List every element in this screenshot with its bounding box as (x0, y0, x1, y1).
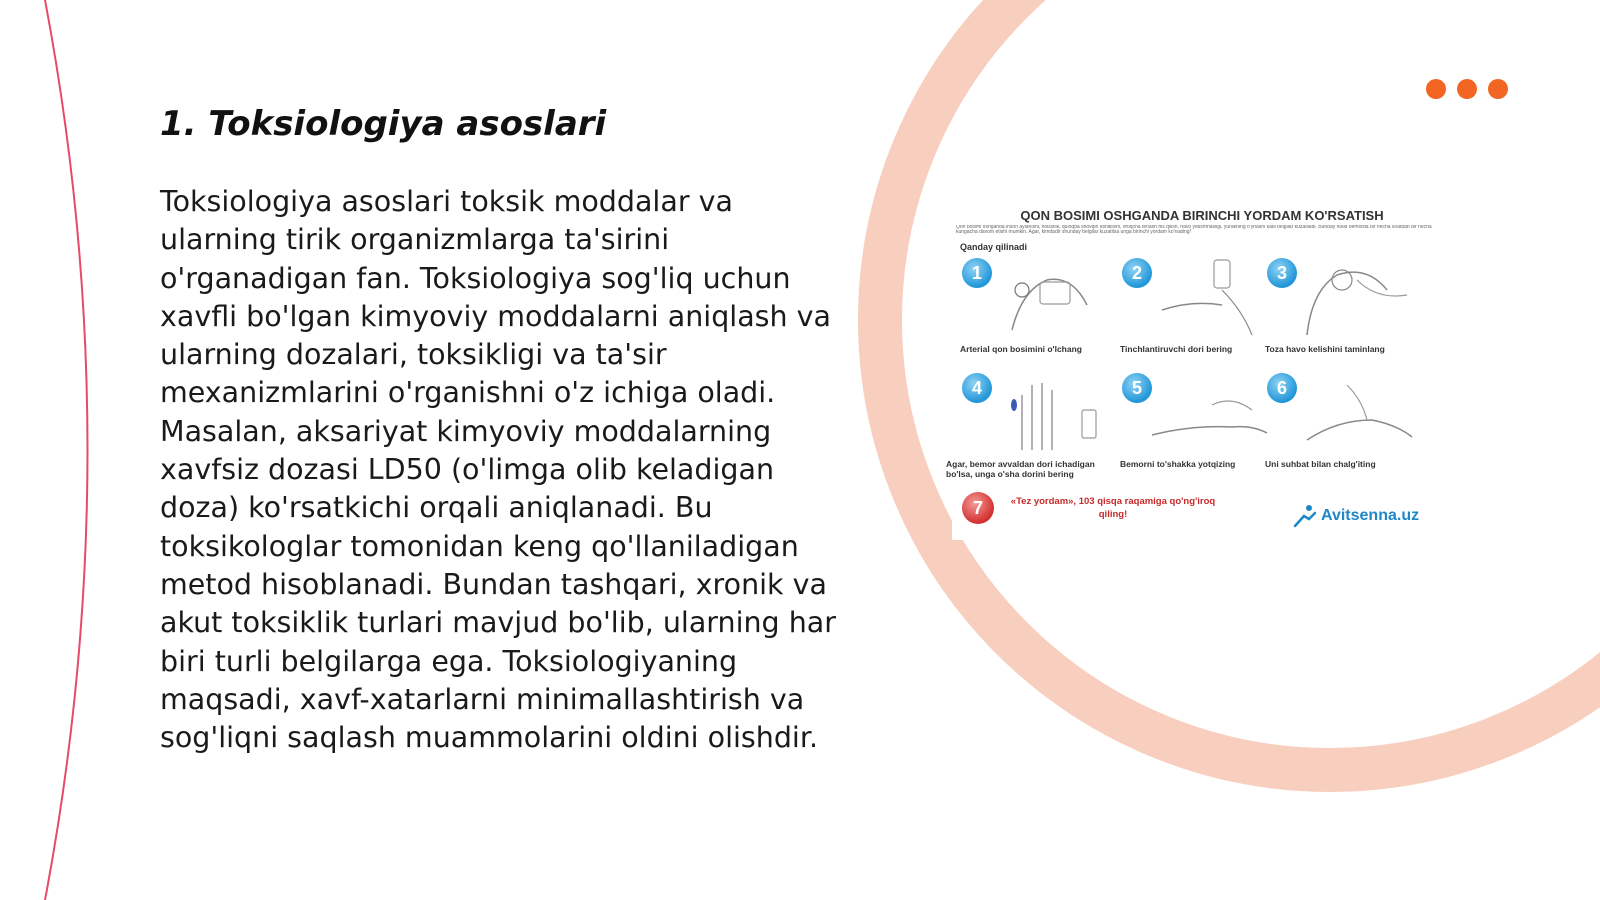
infographic-intro: Qon bosimi oshganda inson aylanishi, holsizlik, qulоqda shovqin eshitilishi, ortiqcha terlash his qilish, havo yetishmasligi, yurakning o'ynashi kabi belgilar kuzatiladi. Bunday holat bemorda bir necha soatdan bir necha kungacha davom etishi mumkin. Agar, kimdadir shunday belgilar kuzatilsa unga birinchi yordam ko'rsating! (956, 225, 1432, 235)
step-1 (952, 250, 1112, 370)
blood-pressure-illustration-icon (992, 250, 1102, 340)
step-number-badge: 1 (962, 258, 992, 288)
step-6 (1257, 365, 1417, 485)
step-number-badge: 4 (962, 373, 992, 403)
slide-paragraph: Toksiologiya asoslari toksik moddalar va ularning tirik organizmlarga ta'sirini o'rganadigan fan. Toksiologiya sog'liq uchun xavfli bo'lgan kimyoviy moddalarni aniqlash va ularning dozalari, toksikligi va ta'sir mexanizmlarini o'rganishni o'z ichiga oladi. Masalan, aksariyat kimyoviy moddalarning xavfsiz dozasi LD50 (o'limga olib keladigan doza) ko'rsatkichi orqali aniqlanadi. Bu toksikologlar tomonidan keng qo'llaniladigan metod hisoblanadi. Bundan tashqari, xronik va akut toksiklik turlari mavjud bo'lib, ularning har biri turli belgilarga ega. Toksiologiyaning maqsadi, xavf-xatarlarni minimallashtirish va sog'liqni saqlash muammolarini oldini olishdir. (160, 185, 836, 755)
three-dots-icon (1426, 79, 1508, 99)
dot-2 (1457, 79, 1477, 99)
conversation-illustration-icon (1297, 365, 1417, 455)
step-5 (1112, 365, 1272, 485)
step-2 (1112, 250, 1272, 370)
left-curve-line (45, 0, 88, 900)
step-3 (1257, 250, 1417, 370)
step-caption: Uni suhbat bilan chalg'iting (1265, 459, 1376, 469)
runner-icon (1292, 504, 1318, 528)
dot-1 (1426, 79, 1446, 99)
step-caption: Agar, bemor avvaldan dori ichadigan bo'lsa, unga o'sha dorini bering (946, 459, 1095, 479)
call-number-badge: 7 (962, 492, 994, 524)
step-number-badge: 6 (1267, 373, 1297, 403)
emergency-call-text: «Tez yordam», 103 qisqa raqamiga qo'ng'iroq qiling! (1010, 496, 1216, 520)
step-caption: Arterial qon bosimini o'lchang (960, 344, 1082, 354)
step-number-badge: 2 (1122, 258, 1152, 288)
infographic-title: QON BOSIMI OSHGANDA BIRINCHI YORDAM KO'RSATISH (1020, 208, 1384, 223)
step-4 (946, 365, 1112, 485)
slide-title: 1. Toksiologiya asoslari (160, 104, 607, 144)
fresh-air-illustration-icon (1297, 250, 1417, 340)
dot-3 (1488, 79, 1508, 99)
step-number-badge: 3 (1267, 258, 1297, 288)
step-caption: Toza havo kelishini taminlang (1265, 344, 1385, 354)
infographic-subtitle: Qanday qilinadi (960, 242, 1028, 252)
avitsenna-logo (1292, 504, 1419, 528)
medicine-spoon-illustration-icon (1152, 250, 1262, 340)
step-caption: Bemorni to'shakka yotqizing (1120, 459, 1236, 469)
lying-patient-illustration-icon (1152, 365, 1272, 455)
first-aid-infographic (946, 200, 1452, 540)
step-caption: Tinchlantiruvchi dori bering (1120, 344, 1233, 354)
pill-hand-illustration-icon (992, 365, 1112, 455)
step-number-badge: 5 (1122, 373, 1152, 403)
logo-text: Avitsenna.uz (1321, 507, 1420, 524)
